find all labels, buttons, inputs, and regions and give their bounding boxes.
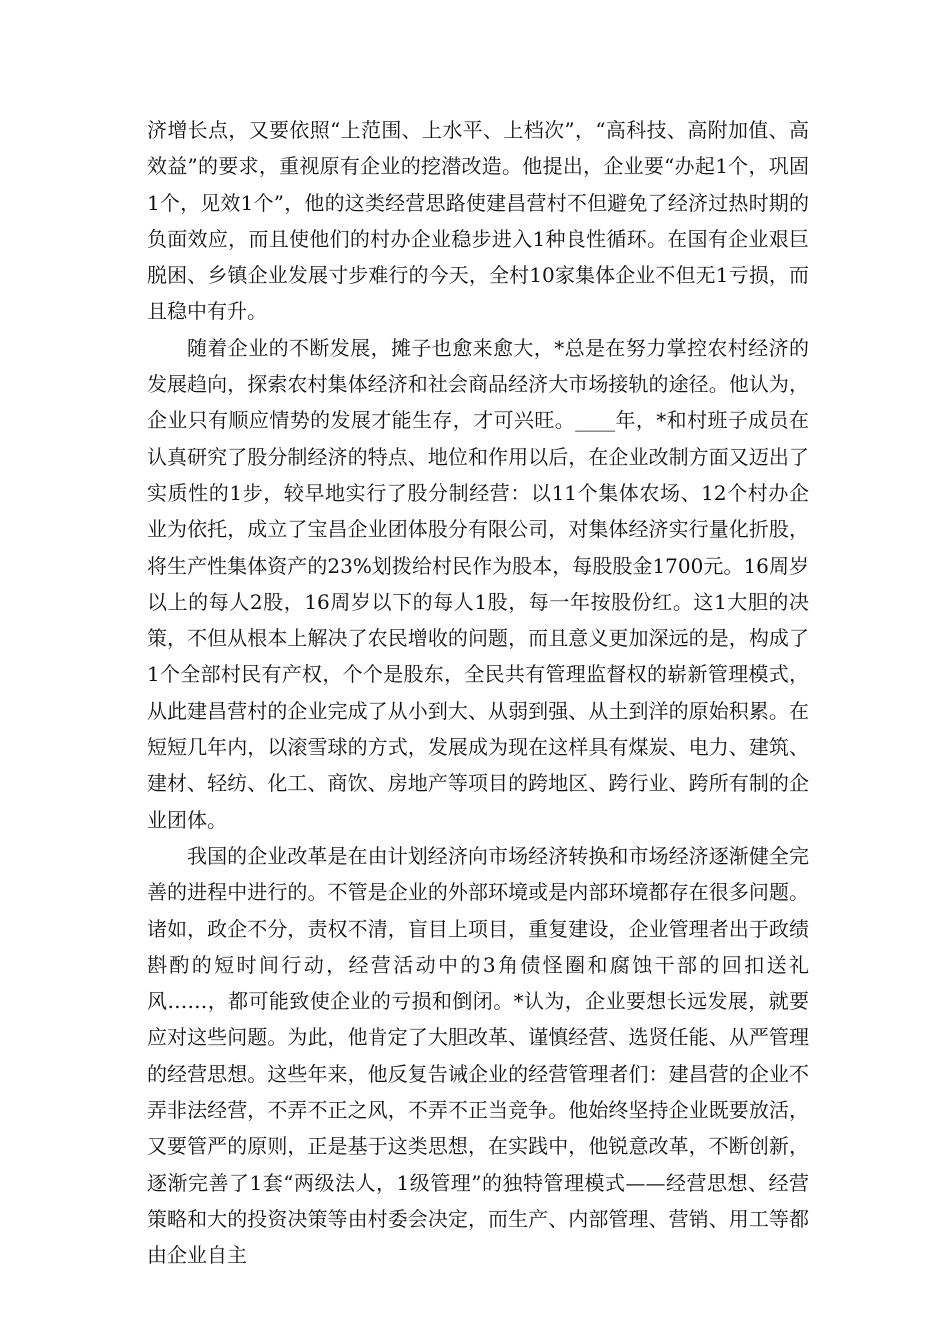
paragraph-2: 随着企业的不断发展，摊子也愈来愈大，*总是在努力掌控农村经济的发展趋向，探索农村集体经济和社会商品经济大市场接轨的途径。他认为，企业只有顺应情势的发展才能生存，才可兴旺。____年，*和村班子成员在认真研究了股分制经济的特点、地位和作用以后，在企业改制方面又迈出了实质性的1步，较早地实行了股分制经营：以11个集体农场、12个村办企业为依托，成立了宝昌企业团体股分有限公司，对集体经济实行量化折股，将生产性集体资产的23%划拨给村民作为股本，每股股金1700元。16周岁以上的每人2股，16周岁以下的每人1股，每一年按股份红。这1大胆的决策，不但从根本上解决了农民增收的问题，而且意义更加深远的是，构成了1个全部村民有产权，个个是股东，全民共有管理监督权的崭新管理模式，从此建昌营村的企业完成了从小到大、从弱到强、从土到洋的原始积累。在短短几年内，以滚雪球的方式，发展成为现在这样具有煤炭、电力、建筑、建材、轻纺、化工、商饮、房地产等项目的跨地区、跨行业、跨所有制的企业团体。 (147, 335, 809, 832)
paragraph-3: 我国的企业改革是在由计划经济向市场经济转换和市场经济逐渐健全完善的进程中进行的。不管是企业的外部环境或是内部环境都存在很多问题。诸如，政企不分，责权不清，盲目上项目，重复建设，企业管理者出于政绩斟酌的短时间行动，经营活动中的3角债怪圈和腐蚀干部的回扣送礼风……，都可能致使企业的亏损和倒闭。*认为，企业要想长远发展，就要应对这些问题。为此，他肯定了大胆改革、谨慎经营、选贤任能、从严管理的经营思想。这些年来，他反复告诫企业的经营管理者们：建昌营的企业不弄非法经营，不弄不正之风，不弄不正当竞争。他始终坚持企业既要放活，又要管严的原则，正是基于这类思想，在实践中，他锐意改革，不断创新，逐渐完善了1套“两级法人，1级管理”的独特管理模式——经营思想、经营策略和大的投资决策等由村委会决定，而生产、内部管理、营销、用工等都由企业自主 (147, 843, 809, 1268)
document-page (147, 112, 809, 1274)
paragraph-1: 济增长点，又要依照“上范围、上水平、上档次”，“高科技、高附加值、高效益”的要求，重视原有企业的挖潜改造。他提出，企业要“办起1个，巩固1个，见效1个”，他的这类经营思路使建昌营村不但避免了经济过热时期的负面效应，而且使他们的村办企业稳步进入1种良性循环。在国有企业艰巨脱困、乡镇企业发展寸步难行的今天，全村10家集体企业不但无1亏损，而且稳中有升。 (147, 118, 809, 324)
